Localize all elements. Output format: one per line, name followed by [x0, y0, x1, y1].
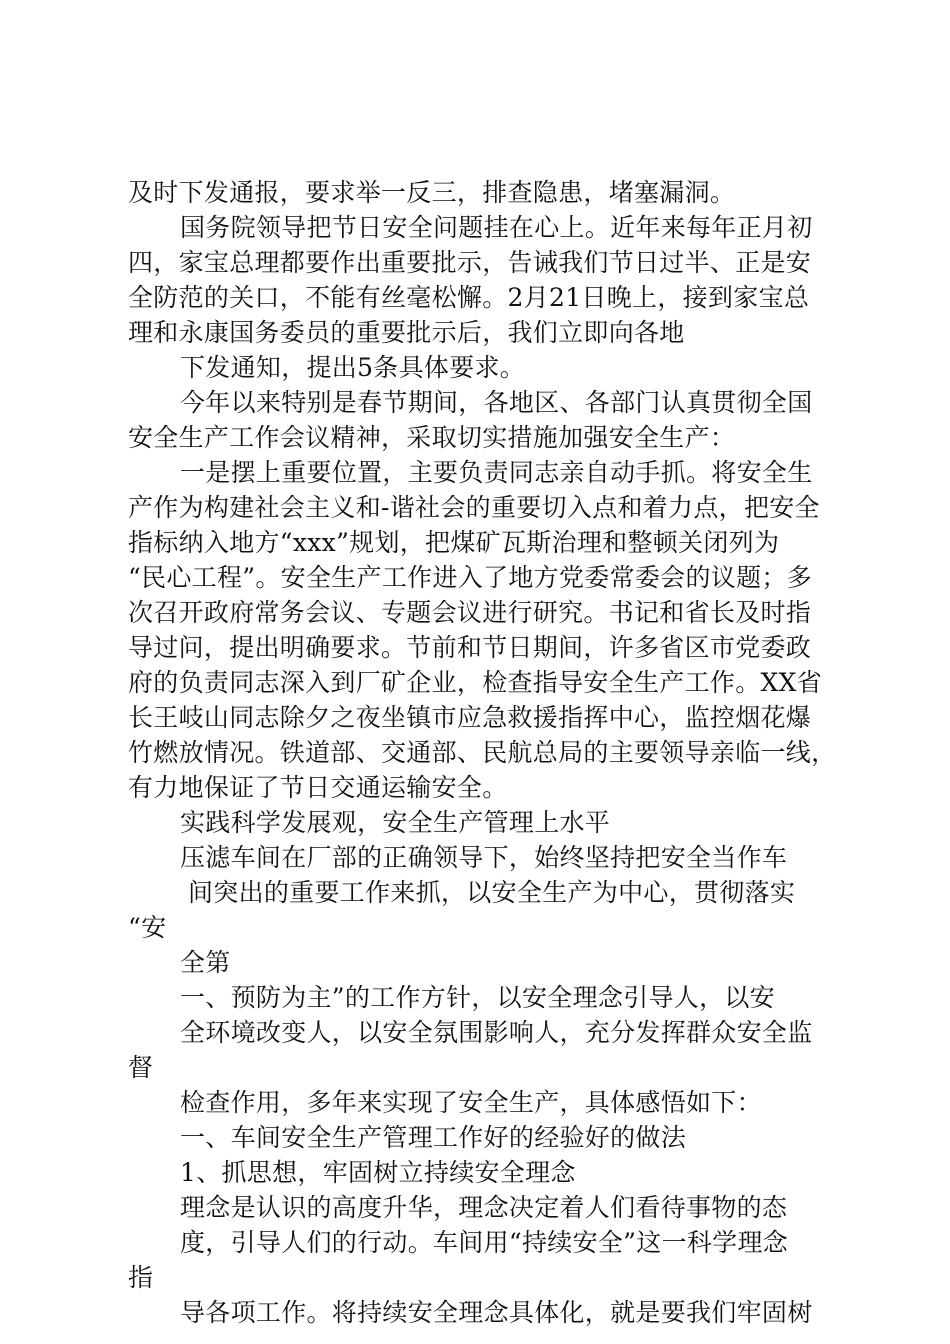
text-line: 指标纳入地方“xxx”规划，把煤矿瓦斯治理和整顿关闭列为	[128, 528, 780, 557]
text-line: 产作为构建社会主义和-谐社会的重要切入点和着力点，把安全	[128, 493, 820, 522]
text-line: 指	[128, 1263, 154, 1292]
text-line: 一是摆上重要位置，主要负责同志亲自动手抓。将安全生	[180, 458, 813, 487]
text-line: 导过问，提出明确要求。节前和节日期间，许多省区市党委政	[128, 633, 812, 662]
text-line: “民心工程”。安全生产工作进入了地方党委常委会的议题；多	[128, 563, 812, 592]
text-line: 今年以来特别是春节期间，各地区、各部门认真贯彻全国	[180, 388, 813, 417]
text-line: 1、抓思想，牢固树立持续安全理念	[180, 1158, 576, 1187]
text-line: 督	[128, 1053, 154, 1082]
text-line: 全防范的关口，不能有丝毫松懈。2月21日晚上，接到家宝总	[128, 283, 810, 312]
text-line: “安	[128, 913, 167, 942]
text-line: 及时下发通报，要求举一反三，排查隐患，堵塞漏洞。	[128, 178, 736, 207]
text-line: 安全生产工作会议精神，采取切实措施加强安全生产：	[128, 423, 736, 452]
text-line: 四，家宝总理都要作出重要批示，告诫我们节日过半、正是安	[128, 248, 812, 277]
text-line: 有力地保证了节日交通运输安全。	[128, 773, 508, 802]
text-line: 国务院领导把节日安全问题挂在心上。近年来每年正月初	[180, 213, 813, 242]
text-line: 间突出的重要工作来抓，以安全生产为中心，贯彻落实	[188, 878, 796, 907]
text-line: 导各项工作。将持续安全理念具体化，就是要我们牢固树	[180, 1298, 813, 1327]
text-line: 竹燃放情况。铁道部、交通部、民航总局的主要领导亲临一线，	[128, 738, 837, 767]
text-line: 检查作用，多年来实现了安全生产，具体感悟如下：	[180, 1088, 762, 1117]
text-line: 一、车间安全生产管理工作好的经验好的做法	[180, 1123, 687, 1152]
text-line: 度，引导人们的行动。车间用“持续安全”这一科学理念	[180, 1228, 789, 1257]
text-line: 压滤车间在厂部的正确领导下，始终坚持把安全当作车	[180, 843, 788, 872]
text-line: 下发通知，提出5条具体要求。	[180, 353, 526, 382]
text-line: 府的负责同志深入到厂矿企业，检查指导安全生产工作。XX省	[128, 668, 822, 697]
text-line: 理和永康国务委员的重要批示后，我们立即向各地	[128, 318, 685, 347]
text-line: 一、预防为主”的工作方针，以安全理念引导人，以安	[180, 983, 775, 1012]
text-line: 长王岐山同志除夕之夜坐镇市应急救援指挥中心，监控烟花爆	[128, 703, 812, 732]
text-line: 全第	[180, 948, 231, 977]
text-line: 全环境改变人，以安全氛围影响人，充分发挥群众安全监	[180, 1018, 813, 1047]
text-line: 实践科学发展观，安全生产管理上水平	[180, 808, 611, 837]
text-line: 次召开政府常务会议、专题会议进行研究。书记和省长及时指	[128, 598, 812, 627]
text-line: 理念是认识的高度升华，理念决定着人们看待事物的态	[180, 1193, 788, 1222]
